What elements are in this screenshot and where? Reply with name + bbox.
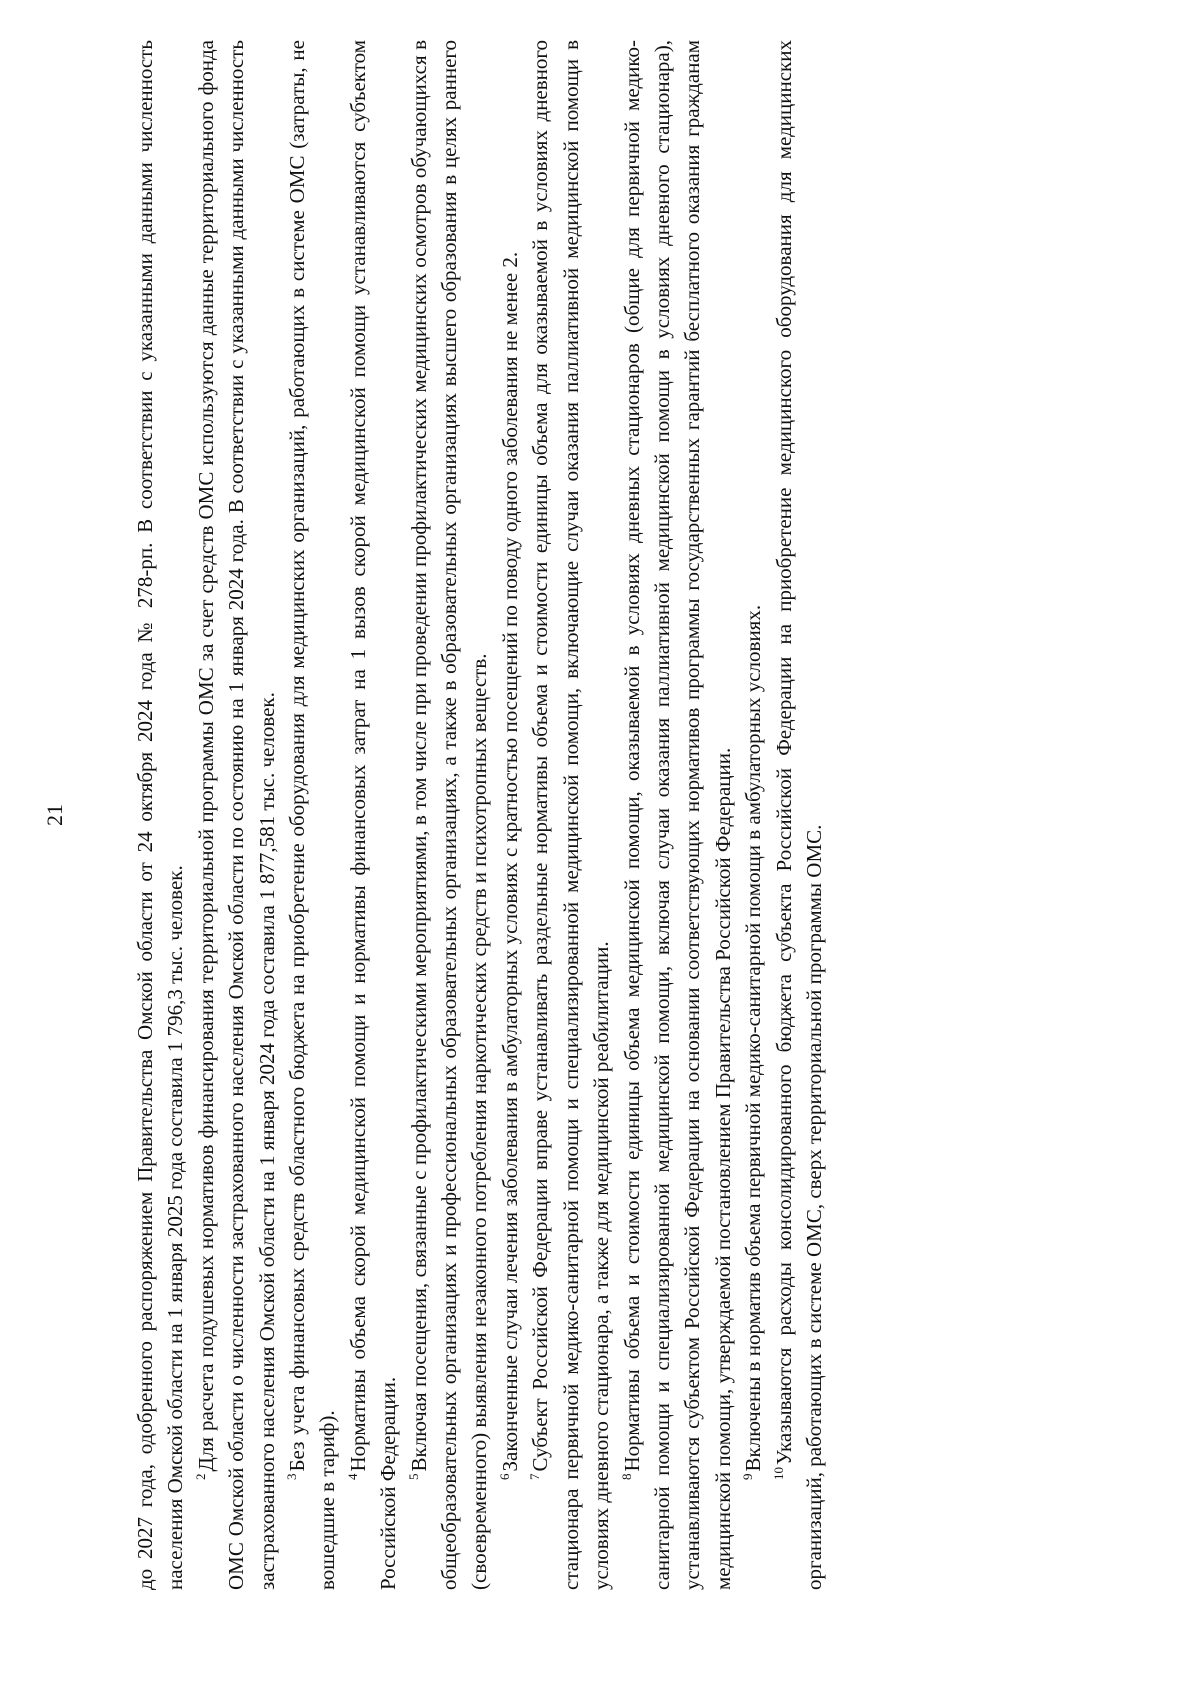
footnote-marker: 10: [770, 1467, 786, 1480]
footnote-3: [282, 40, 343, 1590]
footnote-9: [738, 40, 768, 1590]
footnote-7: [525, 40, 616, 1590]
page-number: 21: [42, 804, 67, 826]
footnote-2: [191, 40, 282, 1590]
footnote-text: до 2027 года, одобренного распоряжением Правительства Омской области от 24 октября 2024 года № 278-рп. В соответствии с указанными данными численность населения Омской области на 1 января 2025 года составила 1 796,3 тыс. человек.: [133, 40, 188, 1590]
footnote-marker: 4: [344, 1473, 360, 1480]
footnote-text: Для расчета подушевых нормативов финансирования территориальной программы ОМС за счет средств ОМС используются данные территориального фонда ОМС Омской области о численности застрахованного населения Омской области по состоянию на 1 января 2024 года. В соответствии с указанными данными численность застрахованного населения Омской области на 1 января 2024 года составила 1 877,581 тыс. человек.: [193, 40, 279, 1590]
footnote-text: Включены в норматив объема первичной медико-санитарной помощи в амбулаторных условиях.: [741, 604, 766, 1472]
footnote-text: Без учета финансовых средств областного бюджета на приобретение оборудования для медицинских организаций, работающих в системе ОМС (затраты, не вошедшие в тариф).: [285, 40, 340, 1590]
footnote-marker: 8: [618, 1473, 634, 1480]
footnote-10: [769, 40, 830, 1590]
footnote-continuation: [130, 40, 191, 1590]
footnote-text: Нормативы объема скорой медицинской помощи и нормативы финансовых затрат на 1 вызов скорой медицинской помощи устанавливаются субъектом Российской Федерации.: [345, 40, 401, 1590]
footnote-marker: 5: [405, 1473, 421, 1480]
footnote-text: Субъект Российской Федерации вправе устанавливать раздельные нормативы объема и стоимости единицы объема для оказываемой в условиях дневного стационара первичной медико-санитарной помощи и специализированной медицинской помощи, включающие случаи оказания паллиативной медицинской помощи в условиях дневного стационара, а также для медицинской реабилитации.: [528, 40, 614, 1590]
footnote-text: Включая посещения, связанные с профилактическими мероприятиями, в том числе при проведении профилактических медицинских осмотров обучающихся в общеобразовательных организациях и профессиональных образовательных организациях, а также в образовательных организациях высшего образования в целях раннего (своевременного) выявления незаконного потребления наркотических средств и психотропных веществ.: [406, 40, 492, 1590]
footnote-marker: 6: [496, 1473, 512, 1480]
footnote-8: [617, 40, 739, 1590]
footnote-marker: 2: [192, 1473, 208, 1480]
footnote-text: Законченные случаи лечения заболевания в амбулаторных условиях с кратностью посещений по поводу одного заболевания не менее 2.: [497, 251, 522, 1472]
footnote-text: Нормативы объема и стоимости единицы объема медицинской помощи, оказываемой в условиях дневных стационаров (общие для первичной медико-санитарной помощи и специализированной медицинской помощи, включая случаи оказания паллиативной медицинской помощи в условиях дневного стационара), устанавливаются субъектом Российской Федерации на основании соответствующих нормативов программы государственных гарантий бесплатного оказания гражданам медицинской помощи, утверждаемой постановлением Правительства Российской Федерации.: [619, 40, 735, 1590]
footnote-5: [404, 40, 495, 1590]
footnote-marker: 3: [284, 1473, 300, 1480]
rotated-content: [42, 40, 1090, 1590]
footnote-4: [343, 40, 404, 1590]
footnote-6: [495, 40, 525, 1590]
footnote-marker: 7: [527, 1473, 543, 1480]
footnote-marker: 9: [740, 1473, 756, 1480]
footnote-text: Указываются расходы консолидированного бюджета субъекта Российской Федерации на приобретение медицинского оборудования для медицинских организаций, работающих в системе ОМС, сверх территориальной программы ОМС.: [771, 40, 826, 1590]
